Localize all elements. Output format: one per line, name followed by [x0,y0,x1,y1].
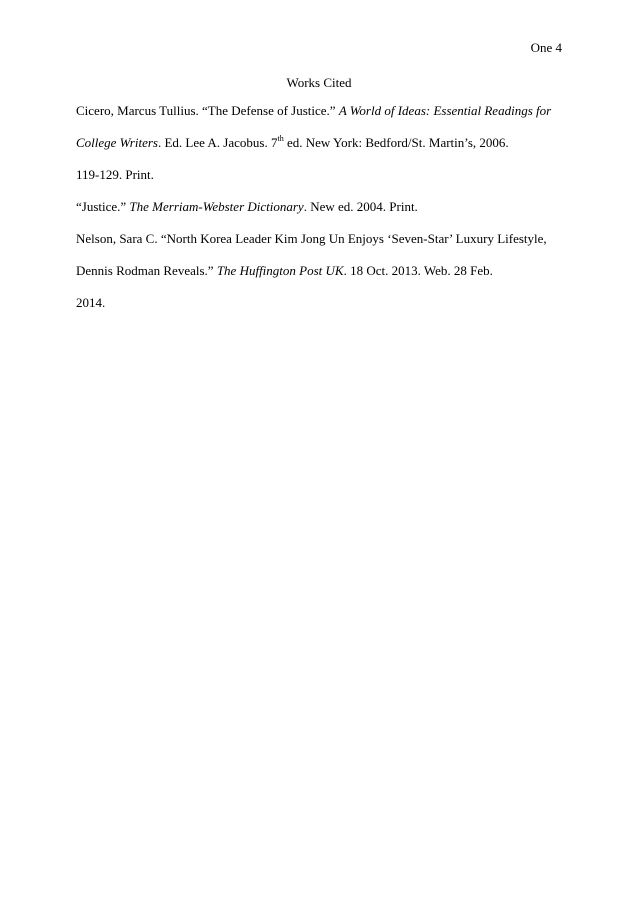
citation-text: Nelson, Sara C. “North Korea Leader Kim Jong Un Enjoys ‘Seven-Star’ Luxury Lifestyle, [76,231,547,246]
edition-superscript: th [277,134,284,143]
citation-text: Cicero, Marcus Tullius. “The Defense of Justice.” [76,103,339,118]
citation-line [76,159,576,191]
works-cited-heading: Works Cited [286,75,352,90]
citation-text: . 18 Oct. 2013. Web. 28 Feb. [343,263,493,278]
citation-entry-nelson [76,223,576,319]
citation-line [76,255,576,287]
citation-text: . Ed. Lee A. Jacobus. 7 [157,135,278,150]
citation-line [76,191,576,223]
citation-title-italic: The Huffington Post UK [216,263,344,278]
citation-title-italic: The Merriam-Webster Dictionary [129,199,304,214]
citation-title-italic: A World of Ideas: Essential Readings for [338,103,552,118]
citation-text: ed. New York: Bedford/St. Martin’s, 2006. [283,135,509,150]
running-head: One 4 [530,40,562,55]
citation-text: Dennis Rodman Reveals.” [76,263,217,278]
citation-text: . New ed. 2004. Print. [303,199,418,214]
citation-text: 2014. [76,295,106,310]
citation-text: 119-129. Print. [76,167,154,182]
citation-line [76,127,576,159]
citation-entry-justice [76,191,576,223]
citation-title-italic: College Writers [76,135,158,150]
citation-line [76,223,576,255]
citation-line [76,287,576,319]
citation-entry-cicero [76,95,576,191]
citation-list [76,95,576,319]
citation-text: “Justice.” [76,199,130,214]
citation-line [76,95,576,127]
